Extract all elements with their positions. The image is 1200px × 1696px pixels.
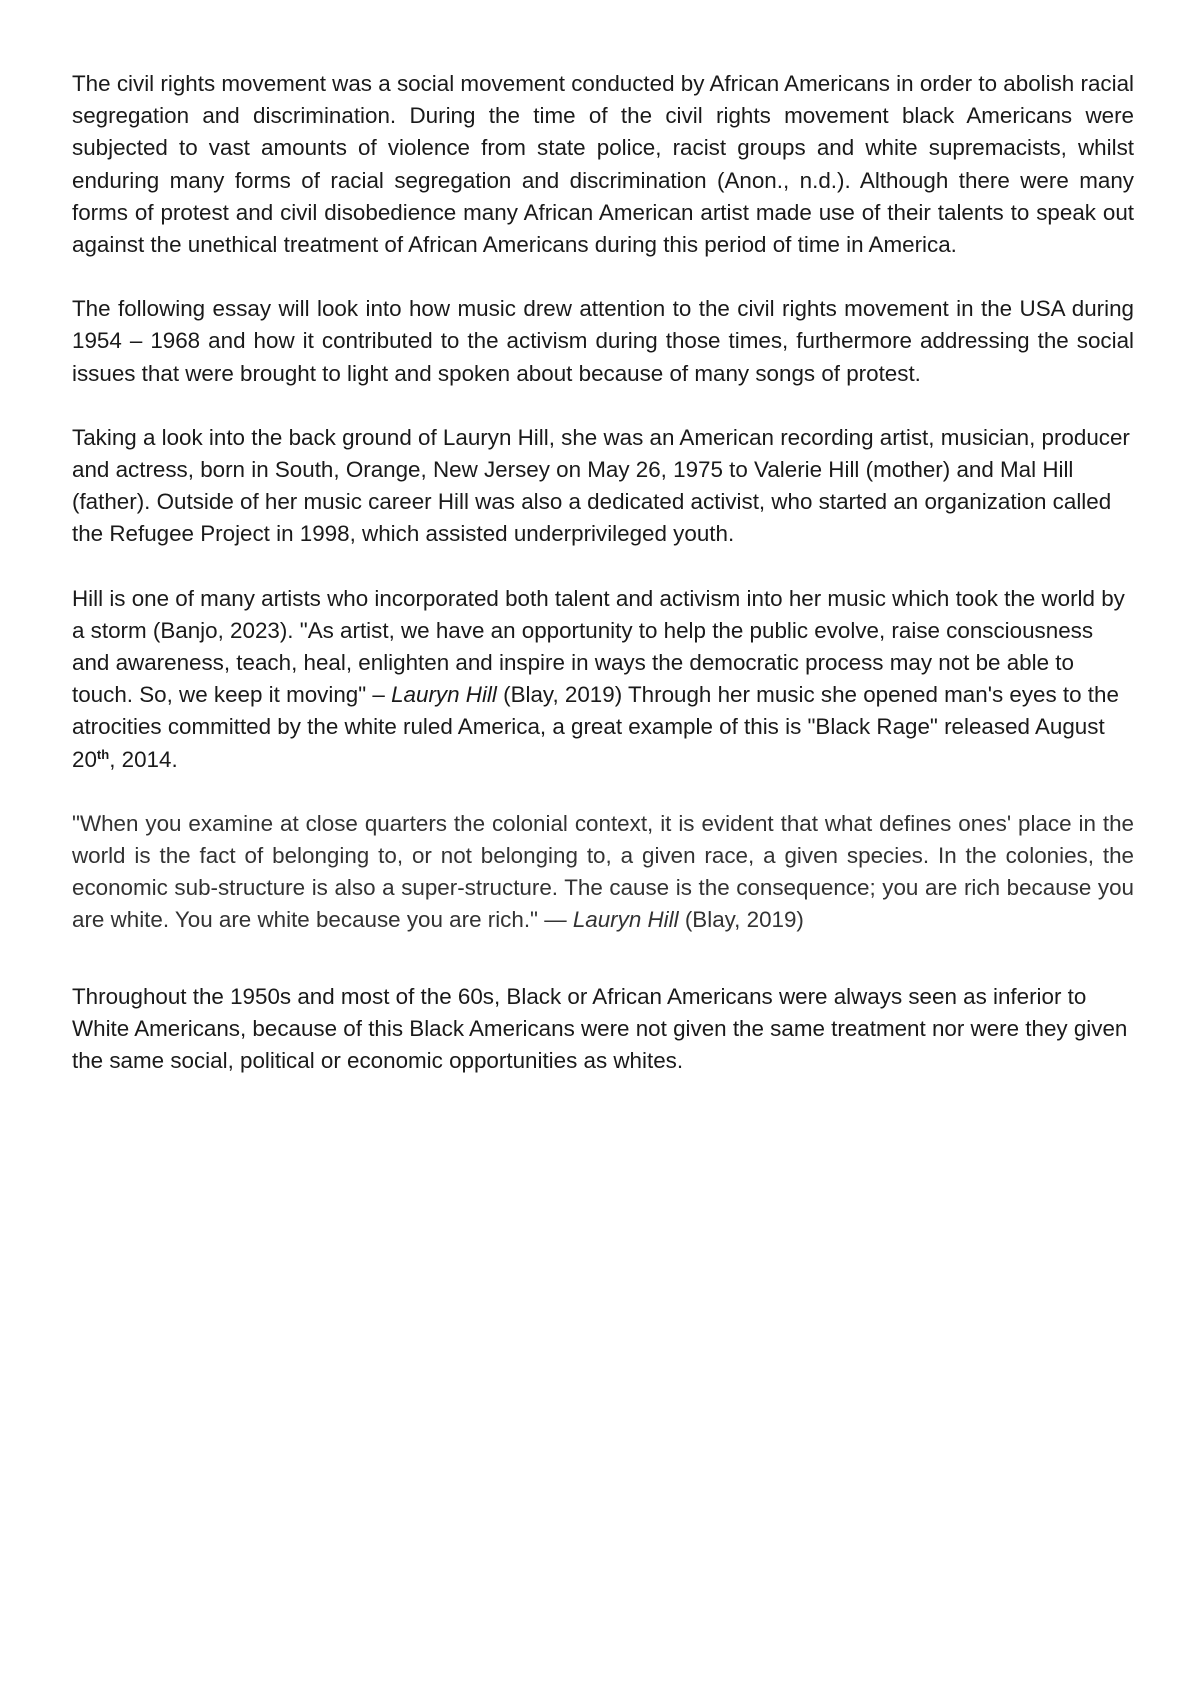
quote-author: Lauryn Hill [572,907,679,933]
paragraph-hill-activism-text-1: Hill is one of many artists who incorporated both talent and activism into her music which took the world by a storm (Banjo, 2023). "As artist, we have an opportunity to help the public evolve, raise consciousness and awareness, teach, heal, enlighten and inspire in ways the democratic process may not be able to touch. So, we keep it moving" – [72,585,1125,708]
colonial-quote-citation: (Blay, 2019) [678,907,804,933]
paragraph-essay-scope: The following essay will look into how music drew attention to the civil rights movement in the USA during 1954 – 1968 and how it contributed to the activism during those times, furthermore addressing the social issues that were brought to light and spoken about because of many songs of protest. [72,296,1134,386]
paragraph-1950s-inequality: Throughout the 1950s and most of the 60s, Black or African Americans were always seen as inferior to White Americans, because of this Black Americans were not given the same treatment nor were they given the same social, political or economic opportunities as whites. [72,983,1128,1074]
paragraph-hill-activism-text-3: , 2014. [109,746,178,772]
paragraph-hill-activism-text-2: (Blay, 2019) Through her music she opened man's eyes to the atrocities committed by the white ruled America, a great example of this is "Black Rage" released August 20 [72,682,1119,772]
paragraph-hill-activism [72,583,1134,776]
paragraph-lauryn-hill-background: Taking a look into the back ground of Lauryn Hill, she was an American recording artist, musician, producer and actress, born in South, Orange, New Jersey on May 26, 1975 to Valerie Hill (mother) and Mal Hill (father). Outside of her music career Hill was also a dedicated activist, who started an organization called the Refugee Project in 1998, which assisted underprivileged youth. [72,424,1130,547]
paragraph-civil-rights-intro: The civil rights movement was a social movement conducted by African Americans in order to abolish racial segregation and discrimination. During the time of the civil rights movement black Americans were subjected to vast amounts of violence from state police, racist groups and white supremacists, whilst enduring many forms of racial segregation and discrimination (Anon., n.d.). Although there were many forms of protest and civil disobedience many African American artist made use of their talents to speak out against the unethical treatment of African Americans during this period of time in America. [72,71,1134,258]
document-page [72,68,1134,1109]
ordinal-superscript: th [96,746,110,762]
quote-author: Lauryn Hill [391,682,497,708]
paragraph-colonial-quote [72,808,1134,937]
colonial-quote-text: "When you examine at close quarters the colonial context, it is evident that what defines ones' place in the world is the fact of belonging to, or not belonging to, a given race, a given species. In the colonies, the economic sub-structure is also a super-structure. The cause is the consequence; you are rich because you are white. You are white because you are rich." — [72,810,1134,933]
